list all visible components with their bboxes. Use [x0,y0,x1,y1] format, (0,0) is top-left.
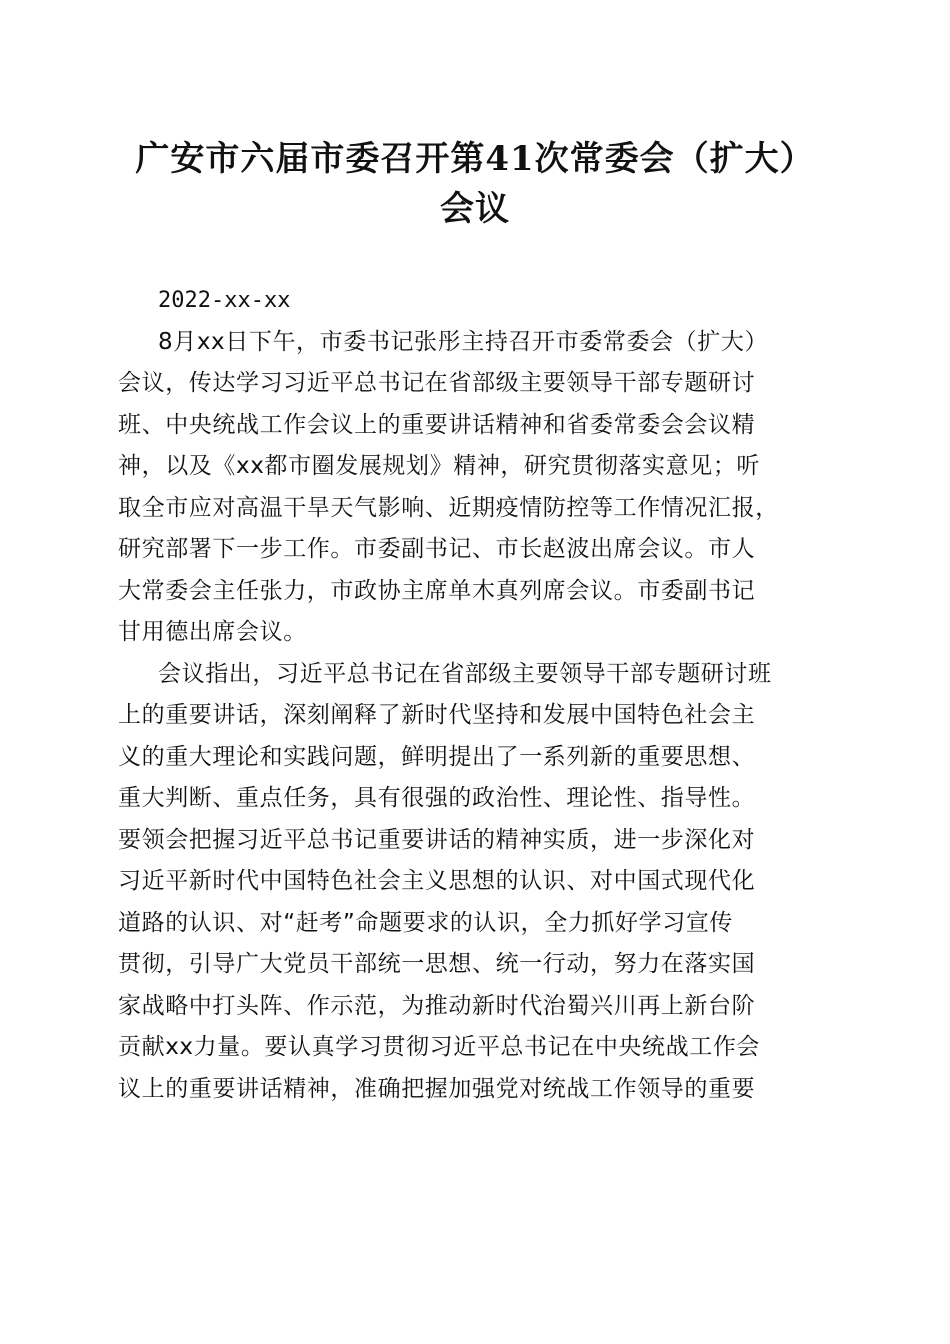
text-line: 上的重要讲话，深刻阐释了新时代坚持和发展中国特色社会主 [118,702,756,728]
text-line: 甘用德出席会议。 [118,619,307,645]
text-line: 道路的认识、对“赶考”命题要求的认识，全力抓好学习宣传 [118,909,734,936]
title-line-2: 会议 [440,189,510,229]
document-date: 2022-xx-xx [158,288,291,313]
text-line: 议上的重要讲话精神，准确把握加强党对统战工作领导的重要 [118,1075,756,1102]
text-line: 班、中央统战工作会议上的重要讲话精神和省委常委会会议精 [118,411,756,438]
text-line: 家战略中打头阵、作示范，为推动新时代治蜀兴川再上新台阶 [118,992,756,1019]
title-line-1: 广安市六届市委召开第41次常委会（扩大） [135,139,815,179]
text-line: 神，以及《xx都市圈发展规划》精神，研究贯彻落实意见；听 [118,453,761,479]
text-line: 义的重大理论和实践问题，鲜明提出了一系列新的重要思想、 [118,743,756,770]
text-line: 会议指出，习近平总书记在省部级主要领导干部专题研讨班 [158,660,772,687]
text-line: 习近平新时代中国特色社会主义思想的认识、对中国式现代化 [118,868,756,894]
text-line: 取全市应对高温干旱天气影响、近期疫情防控等工作情况汇报， [118,494,779,521]
document-body [118,280,830,1110]
text-line: 会议，传达学习习近平总书记在省部级主要领导干部专题研讨 [118,370,756,396]
paragraph-2 [118,654,830,1111]
text-line: 贯彻，引导广大党员干部统一思想、统一行动，努力在落实国 [118,951,756,977]
paragraph-1 [118,322,830,654]
text-line: 重大判断、重点任务，具有很强的政治性、理论性、指导性。 [118,785,756,811]
text-line: 贡献xx力量。要认真学习贯彻习近平总书记在中央统战工作会 [118,1034,761,1060]
text-line: 大常委会主任张力，市政协主席单木真列席会议。市委副书记 [118,577,756,604]
document-title [100,134,850,234]
text-line: 研究部署下一步工作。市委副书记、市长赵波出席会议。市人 [118,536,756,562]
text-line: 8月xx日下午，市委书记张彤主持召开市委常委会（扩大） [158,328,769,355]
text-line: 要领会把握习近平总书记重要讲话的精神实质，进一步深化对 [118,826,756,853]
